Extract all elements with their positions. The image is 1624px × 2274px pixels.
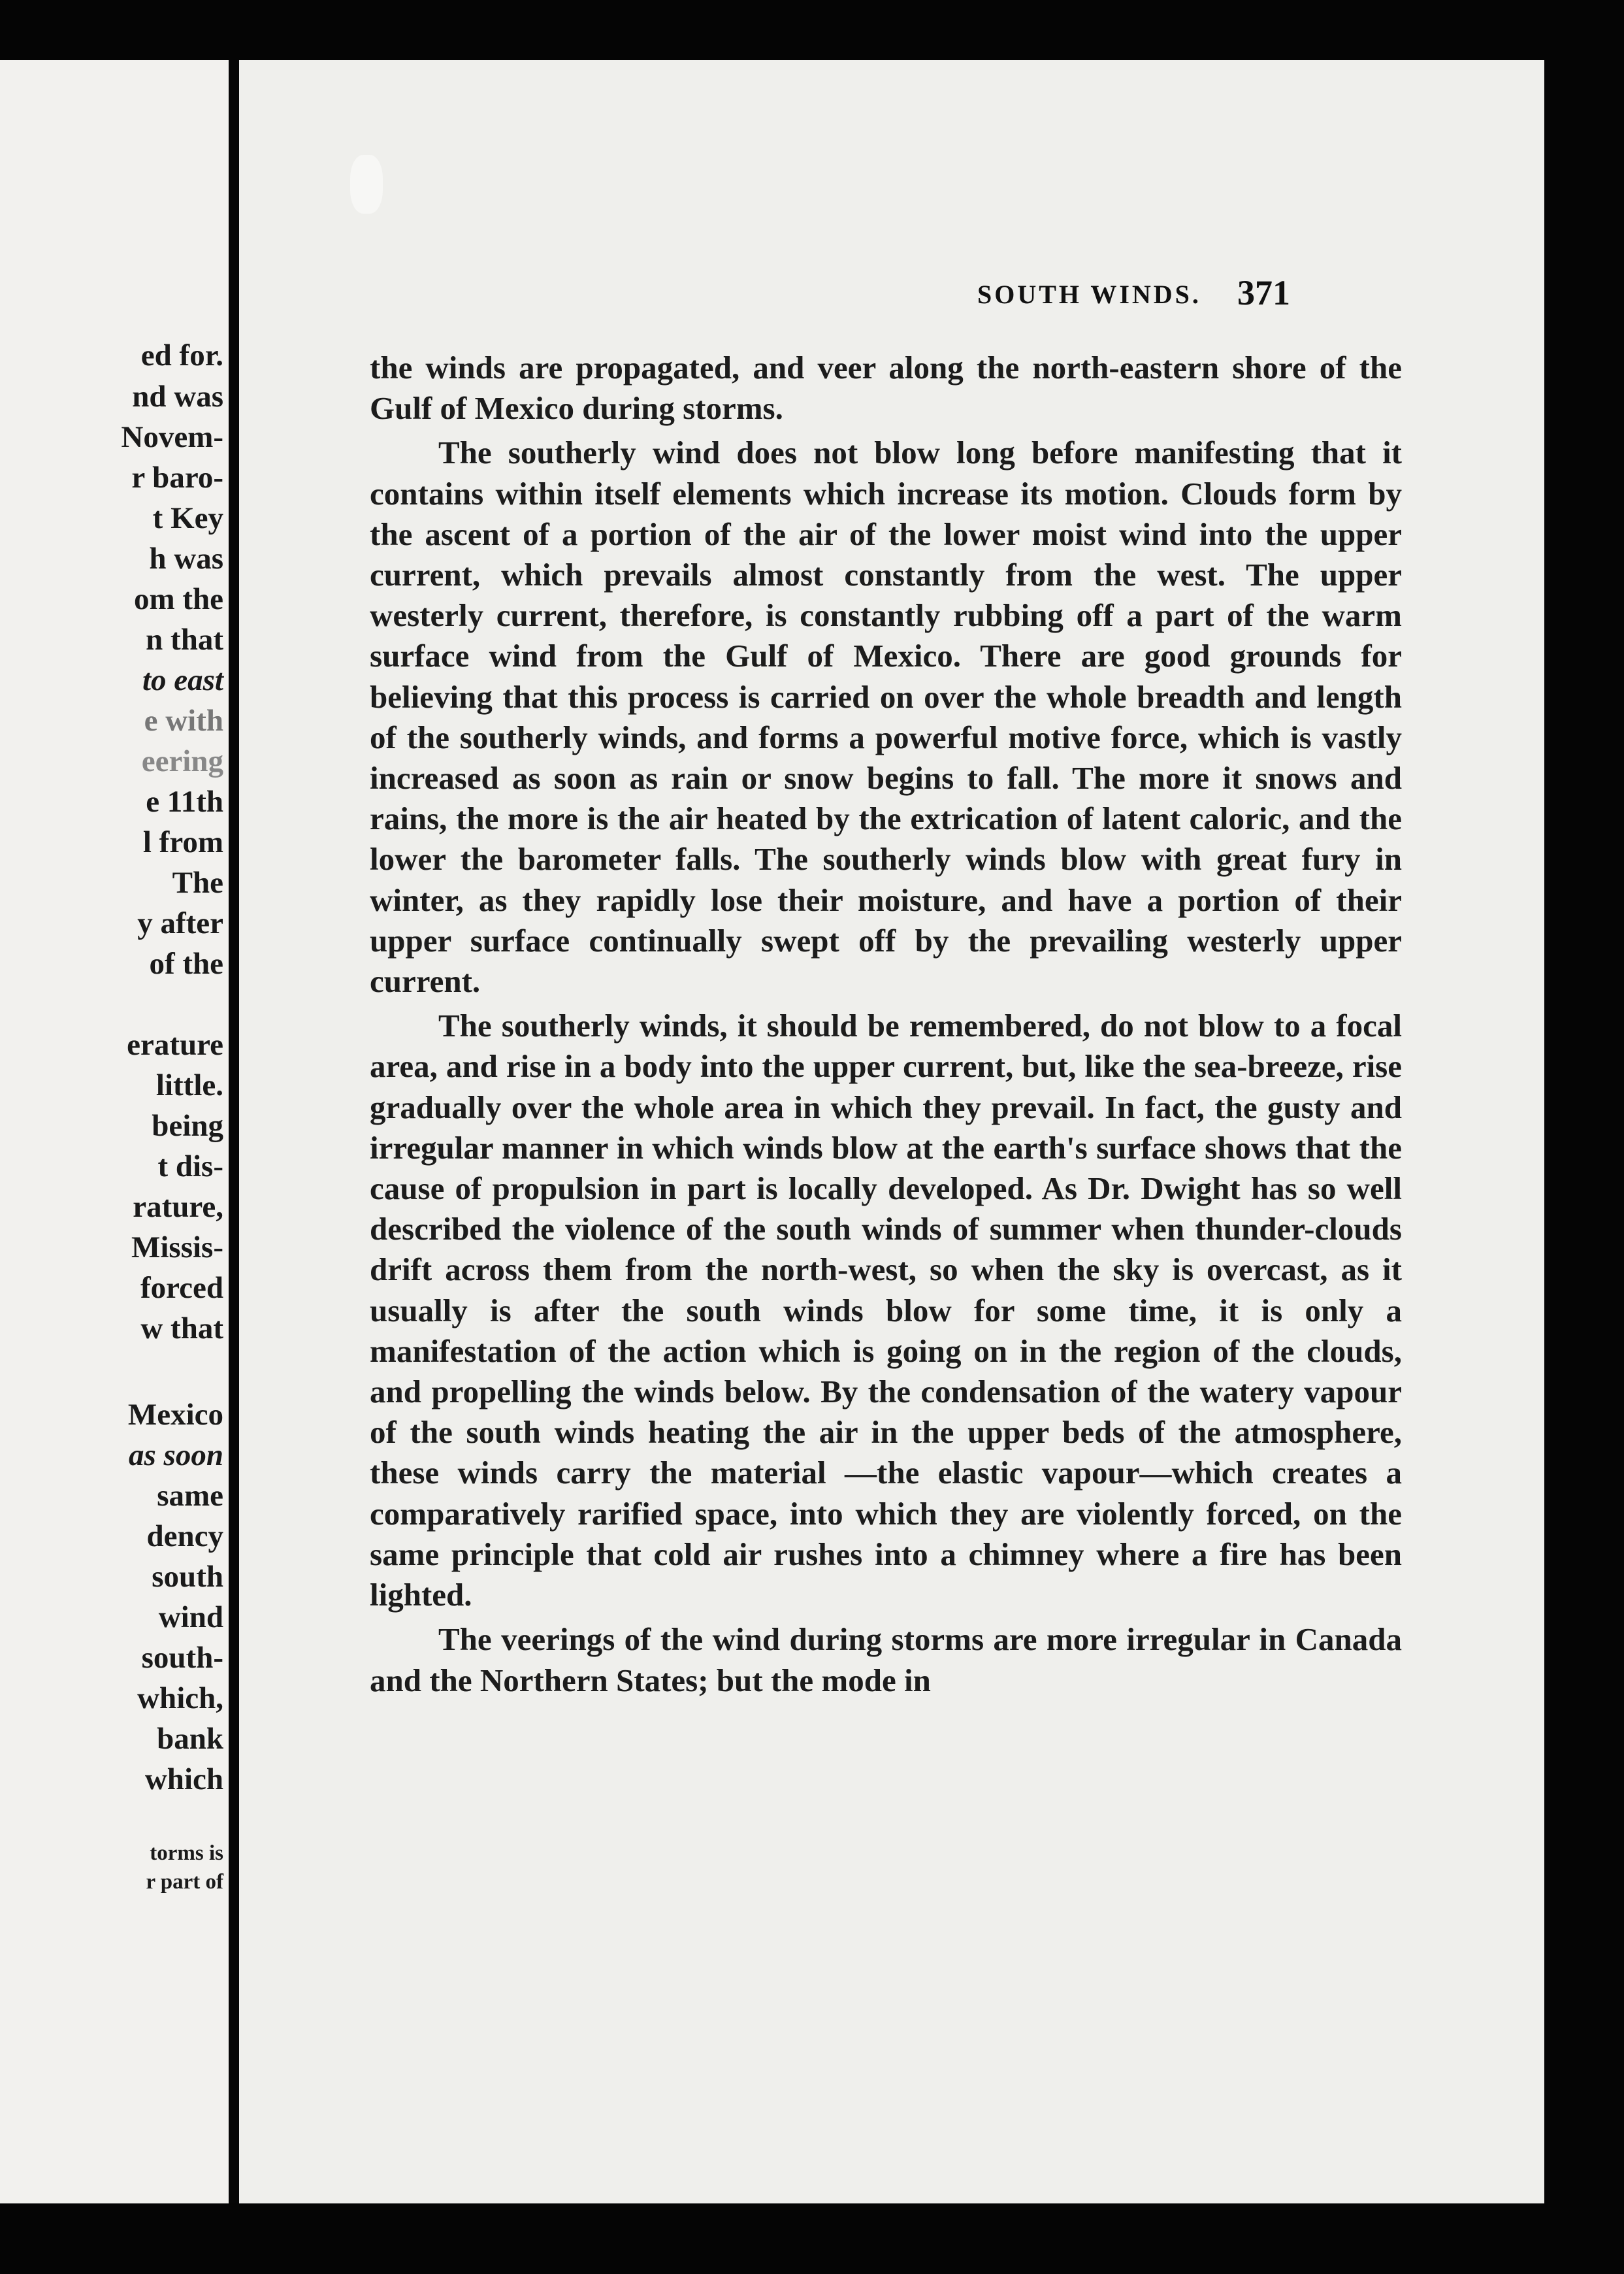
paragraph: The veerings of the wind during storms are more irregular in Canada and the Northern States; but the mode in bbox=[370, 1621, 1402, 1698]
left-line: om the bbox=[133, 582, 223, 616]
paragraph: The southerly wind does not blow long before manifesting that it contains within itself elements which increase its motion. Clouds form by the ascent of a portion of the air of the lower moist wind into the upper current, which prevails almost constantly from the west. The upper westerly current, therefore, is constantly rubbing off a part of the warm surface wind from the Gulf of Mexico. There are good grounds for believing that this process is carried on over the whole breadth and length of the southerly winds, and forms a powerful motive force, which is vastly increased as soon as rain or snow begins to fall. The more it snows and rains, the more is the air heated by the extrication of latent caloric, and the lower the barometer falls. The southerly winds blow with great fury in winter, as they rapidly lose their moisture, and have a portion of their upper surface continually swept off by the prevailing westerly upper current. bbox=[370, 435, 1402, 1000]
left-line: r baro- bbox=[131, 461, 223, 495]
left-line: n that bbox=[146, 623, 223, 657]
left-line: Missis- bbox=[131, 1230, 223, 1264]
left-line: erature bbox=[127, 1028, 223, 1062]
left-line: being bbox=[152, 1109, 223, 1143]
left-line: which, bbox=[137, 1681, 223, 1715]
left-line: little. bbox=[155, 1068, 223, 1102]
left-footnote-line: torms is bbox=[150, 1841, 223, 1865]
paragraph: The southerly winds, it should be remembered, do not blow to a focal area, and rise in a body into the upper current, but, like the sea-breeze, rise gradually over the whole area in which they prevail. In fact, the gusty and irregular manner in which winds blow at the earth's surface shows that the cause of propulsion in part is locally developed. As Dr. Dwight has so well described the violence of the south winds of summer when thunder-clouds drift across them from the north-west, so when the sky is overcast, as it usually is after the south winds blow for some time, it is only a manifestation of the action which is going on in the region of the clouds, and propelling the winds below. By the condensation of the watery vapour of the south winds heating the air in the upper beds of the atmosphere, these winds carry the material —the elastic vapour—which creates a comparatively rarified space, into which they are violently forced, on the same principle that cold air rushes into a chimney where a fire has been lighted. bbox=[370, 1008, 1402, 1613]
left-line: south bbox=[152, 1560, 223, 1594]
left-line: wind bbox=[158, 1600, 223, 1634]
left-line: Mexico bbox=[127, 1398, 223, 1432]
left-line: y after bbox=[137, 906, 223, 940]
left-line: to east bbox=[142, 663, 223, 697]
left-line: nd was bbox=[132, 380, 223, 414]
left-line: dency bbox=[146, 1519, 223, 1553]
left-line: rature, bbox=[133, 1190, 223, 1224]
left-line: h was bbox=[149, 542, 223, 576]
left-line: of the bbox=[149, 947, 223, 981]
left-line: e with bbox=[144, 704, 223, 738]
running-head-title: SOUTH WINDS. bbox=[977, 280, 1201, 309]
left-line: Novem- bbox=[121, 420, 223, 454]
left-line: ed for. bbox=[140, 338, 223, 372]
left-line: forced bbox=[140, 1271, 223, 1305]
left-line: w that bbox=[140, 1311, 223, 1345]
book-gutter bbox=[229, 60, 239, 2203]
body-text bbox=[370, 348, 1402, 1701]
page-number: 371 bbox=[1237, 273, 1290, 312]
left-line: eering bbox=[141, 744, 223, 778]
left-line: t Key bbox=[152, 501, 223, 535]
left-line: l from bbox=[142, 825, 223, 859]
left-line: t dis- bbox=[157, 1149, 223, 1183]
left-line: bank bbox=[157, 1722, 223, 1756]
left-line: e 11th bbox=[146, 785, 223, 819]
scan-smudge bbox=[350, 155, 383, 214]
left-line: south- bbox=[141, 1641, 223, 1675]
left-line: which bbox=[144, 1762, 223, 1796]
left-line: The bbox=[172, 866, 223, 900]
left-footnote-line: r part of bbox=[146, 1870, 223, 1894]
left-line: as soon bbox=[129, 1438, 223, 1472]
left-line: same bbox=[157, 1479, 223, 1513]
paragraph: the winds are propagated, and veer along the north-eastern shore of the Gulf of Mexico during storms. bbox=[370, 350, 1402, 427]
right-page bbox=[239, 60, 1544, 2203]
left-page-fragment bbox=[0, 60, 229, 2203]
